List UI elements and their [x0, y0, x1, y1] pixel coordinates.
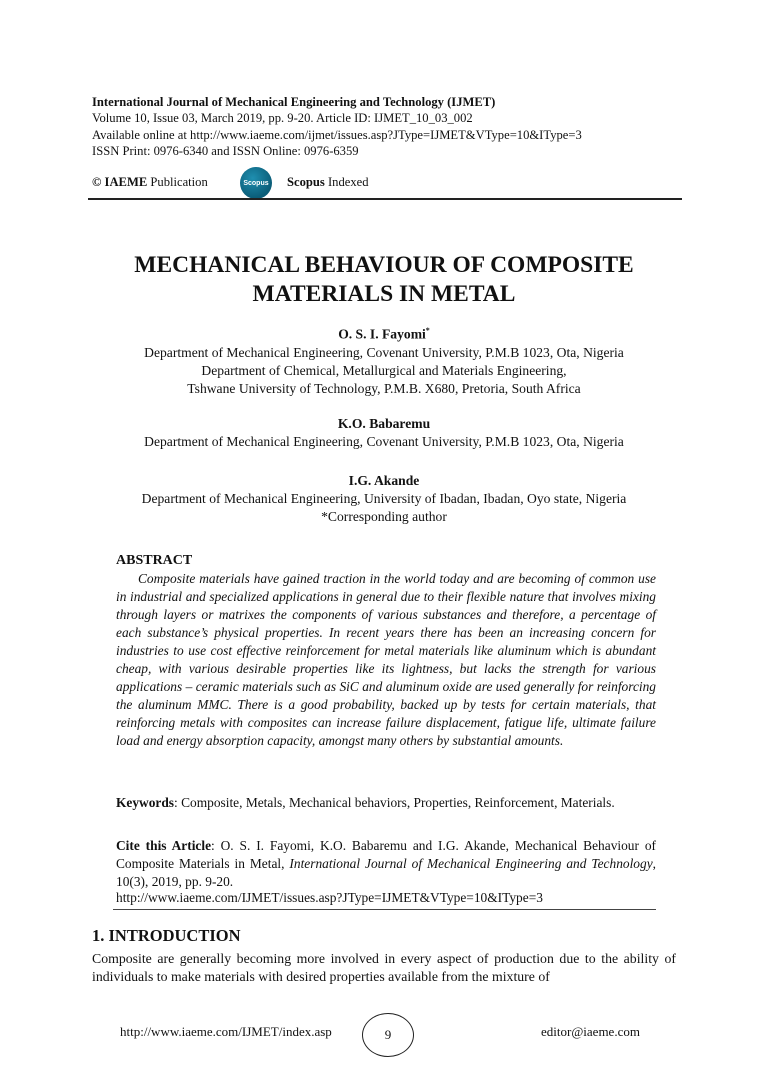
copyright-label: © IAEME	[92, 175, 148, 189]
author-name: I.G. Akande	[348, 473, 420, 488]
author-name	[80, 322, 688, 344]
affiliation: Department of Mechanical Engineering, University of Ibadan, Ibadan, Oyo state, Nigeria	[141, 491, 627, 506]
publication-row	[92, 171, 682, 199]
author-name: K.O. Babaremu	[337, 416, 431, 431]
available-online: Available online at http://www.iaeme.com/ijmet/issues.asp?JType=IJMET&VType=10&IType=3	[92, 127, 582, 142]
introduction-text: Composite are generally becoming more involved in every aspect of production due to the ability of individuals to make materials with desired properties available from the mixture of	[92, 951, 676, 984]
publication-label: Publication	[150, 175, 208, 189]
cite-article	[116, 837, 656, 891]
affiliation: Department of Mechanical Engineering, Covenant University, P.M.B 1023, Ota, Nigeria	[144, 344, 624, 360]
keywords-label: Keywords	[116, 795, 175, 810]
author-name-text: O. S. I. Fayomi	[338, 326, 426, 342]
volume-info: Volume 10, Issue 03, March 2019, pp. 9-20. Article ID: IJMET_10_03_002	[92, 111, 473, 126]
corresponding-mark: *	[425, 326, 430, 335]
page-number: 9	[362, 1013, 414, 1057]
cite-text-2: , 10(3), 2019, pp. 9-20.	[116, 856, 656, 889]
author-block-3	[80, 472, 688, 526]
scopus-label: Scopus	[287, 175, 325, 189]
abstract-text: Composite materials have gained traction in the world today and are becoming of common use in industrial and specialized applications in general due to their flexible nature that involves mixing through layers or matrixes the components of various substances and therefore, a percentage of each substance’s physical properties. In recent years there has been an increasing concern for industries to use cost effective reinforcement for metal materials like aluminum which is abundant cheap, with various desirable properties like its lightness, but lacks the strength for various applications – ceramic materials such as SiC and aluminum oxide are used generally for reinforcing the aluminum MMC. There is a good probability, backed up by tests for certain materials, that reinforcing metals with composites can increase failure displacement, fatigue life, ultimate failure load and energy absorption capacity, amongst many others by substantial amounts.	[116, 571, 656, 748]
affiliation: Department of Chemical, Metallurgical and Materials Engineering,	[201, 362, 567, 378]
indexed-label: Indexed	[327, 175, 369, 189]
author-block-2	[80, 415, 688, 451]
cite-text: : O. S. I. Fayomi, K.O. Babaremu and I.G. Akande, Mechanical Behaviour of Composite Materials in Metal,	[116, 838, 656, 871]
header-divider	[88, 198, 682, 200]
journal-header	[92, 94, 582, 160]
cite-url-link[interactable]: http://www.iaeme.com/IJMET/issues.asp?JType=IJMET&VType=10&IType=3	[116, 890, 543, 905]
keywords	[116, 794, 656, 812]
section-heading-introduction: 1. INTRODUCTION	[92, 926, 241, 945]
keywords-text: : Composite, Metals, Mechanical behaviors, Properties, Reinforcement, Materials.	[174, 795, 615, 810]
cite-journal: International Journal of Mechanical Engineering and Technology	[289, 856, 653, 871]
abstract-section	[116, 552, 656, 750]
footer-email-link[interactable]: editor@iaeme.com	[541, 1024, 640, 1039]
cite-label: Cite this Article	[116, 838, 212, 853]
affiliation: Tshwane University of Technology, P.M.B. X680, Pretoria, South Africa	[187, 380, 581, 396]
issn-info: ISSN Print: 0976-6340 and ISSN Online: 0976-6359	[92, 144, 359, 159]
page-footer	[0, 1013, 768, 1053]
scopus-indexed	[287, 175, 369, 190]
title-line-1: MECHANICAL BEHAVIOUR OF COMPOSITE	[134, 252, 634, 278]
title-line-2: MATERIALS IN METAL	[252, 281, 516, 307]
abstract-heading: ABSTRACT	[116, 553, 193, 568]
affiliation: Department of Mechanical Engineering, Covenant University, P.M.B 1023, Ota, Nigeria	[144, 434, 624, 449]
paper-title	[80, 251, 688, 309]
copyright-line	[92, 175, 208, 190]
scopus-logo-icon: Scopus	[240, 167, 272, 199]
footer-url-link[interactable]: http://www.iaeme.com/IJMET/index.asp	[120, 1024, 332, 1039]
cite-divider	[113, 909, 656, 910]
corresponding-author-note: *Corresponding author	[321, 509, 447, 524]
author-block-1	[80, 322, 688, 398]
journal-name: International Journal of Mechanical Engineering and Technology (IJMET)	[92, 95, 496, 109]
